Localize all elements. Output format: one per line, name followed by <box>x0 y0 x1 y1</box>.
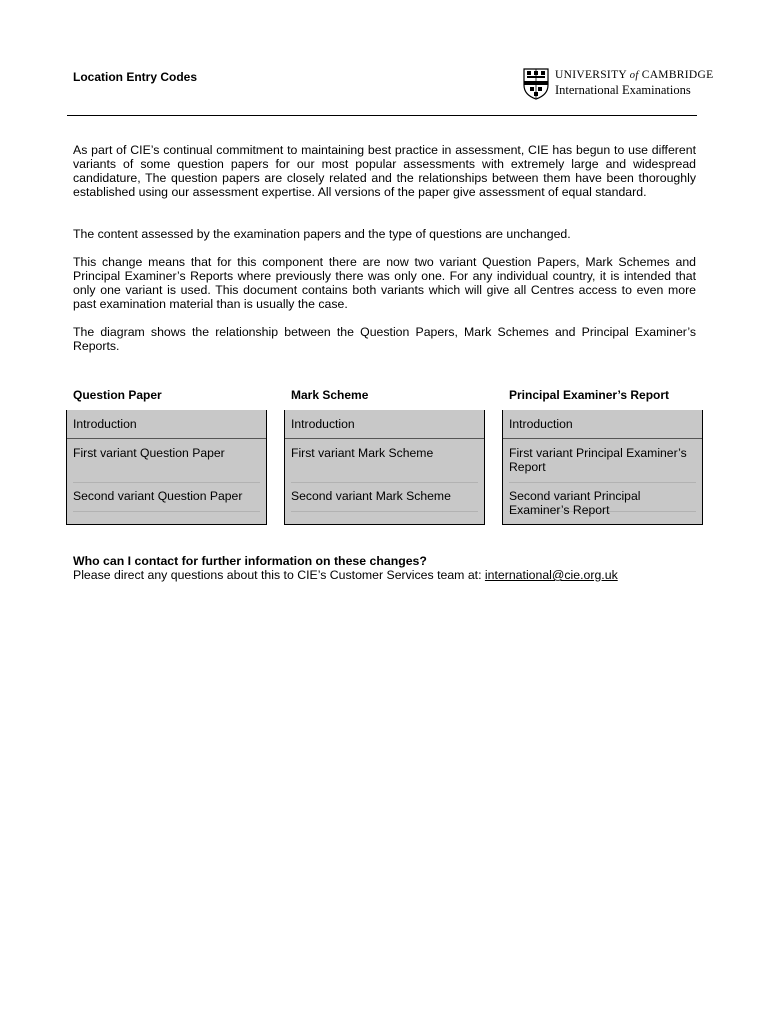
row-rule <box>509 482 696 483</box>
examiner-report-first-variant: First variant Principal Examiner’s Report <box>509 446 687 474</box>
question-paper-second-variant: Second variant Question Paper <box>73 489 243 503</box>
row-rule <box>291 511 478 512</box>
contact-instructions: Please direct any questions about this to CIE’s Customer Services team at: <box>73 568 485 582</box>
question-paper-introduction: Introduction <box>73 417 137 431</box>
page-title: Location Entry Codes <box>73 70 198 84</box>
row-divider <box>285 438 484 439</box>
row-divider <box>503 438 702 439</box>
question-paper-column <box>66 410 267 525</box>
examiner-report-column <box>502 410 703 525</box>
row-rule <box>73 482 260 483</box>
mark-scheme-column <box>284 410 485 525</box>
question-paper-header: Question Paper <box>73 388 162 402</box>
mark-scheme-header: Mark Scheme <box>291 388 369 402</box>
mark-scheme-first-variant: First variant Mark Scheme <box>291 446 434 460</box>
mark-scheme-second-variant: Second variant Mark Scheme <box>291 489 451 503</box>
header-divider <box>67 115 697 116</box>
logo-university-text: UNIVERSITY of CAMBRIDGE <box>555 69 714 81</box>
university-logo <box>523 68 723 102</box>
contact-text <box>73 568 618 582</box>
examiner-report-header: Principal Examiner’s Report <box>509 388 670 402</box>
row-rule <box>291 482 478 483</box>
row-rule <box>73 511 260 512</box>
content-paragraph: The content assessed by the examination papers and the type of questions are unchanged. <box>73 227 571 241</box>
examiner-report-introduction: Introduction <box>509 417 573 431</box>
variants-paragraph: This change means that for this component there are now two variant Question Papers, Mark Schemes and Principal Examiner’s Reports where previously there was only one. For any individual country, it is intended that only one variant is used. This document contains both variants which will give all Centres access to even more past examination material than is usually the case. <box>73 255 696 311</box>
examiner-report-second-variant: Second variant Principal Examiner’s Report <box>509 489 641 517</box>
mark-scheme-introduction: Introduction <box>291 417 355 431</box>
logo-international-text: International Examinations <box>555 83 691 97</box>
cambridge-crest-icon <box>523 68 549 100</box>
row-divider <box>67 438 266 439</box>
question-paper-first-variant: First variant Question Paper <box>73 446 225 460</box>
contact-question: Who can I contact for further information on these changes? <box>73 554 427 568</box>
diagram-description-paragraph: The diagram shows the relationship between the Question Papers, Mark Schemes and Principal Examiner’s Reports. <box>73 325 696 353</box>
contact-email-link[interactable]: international@cie.org.uk <box>484 568 618 582</box>
intro-paragraph: As part of CIE’s continual commitment to maintaining best practice in assessment, CIE has begun to use different variants of some question papers for our most popular assessments with extremely large and widespread candidature, The question papers are closely related and the relationships between them have been thoroughly established using our assessment expertise. All versions of the paper give assessment of equal standard. <box>73 143 696 199</box>
